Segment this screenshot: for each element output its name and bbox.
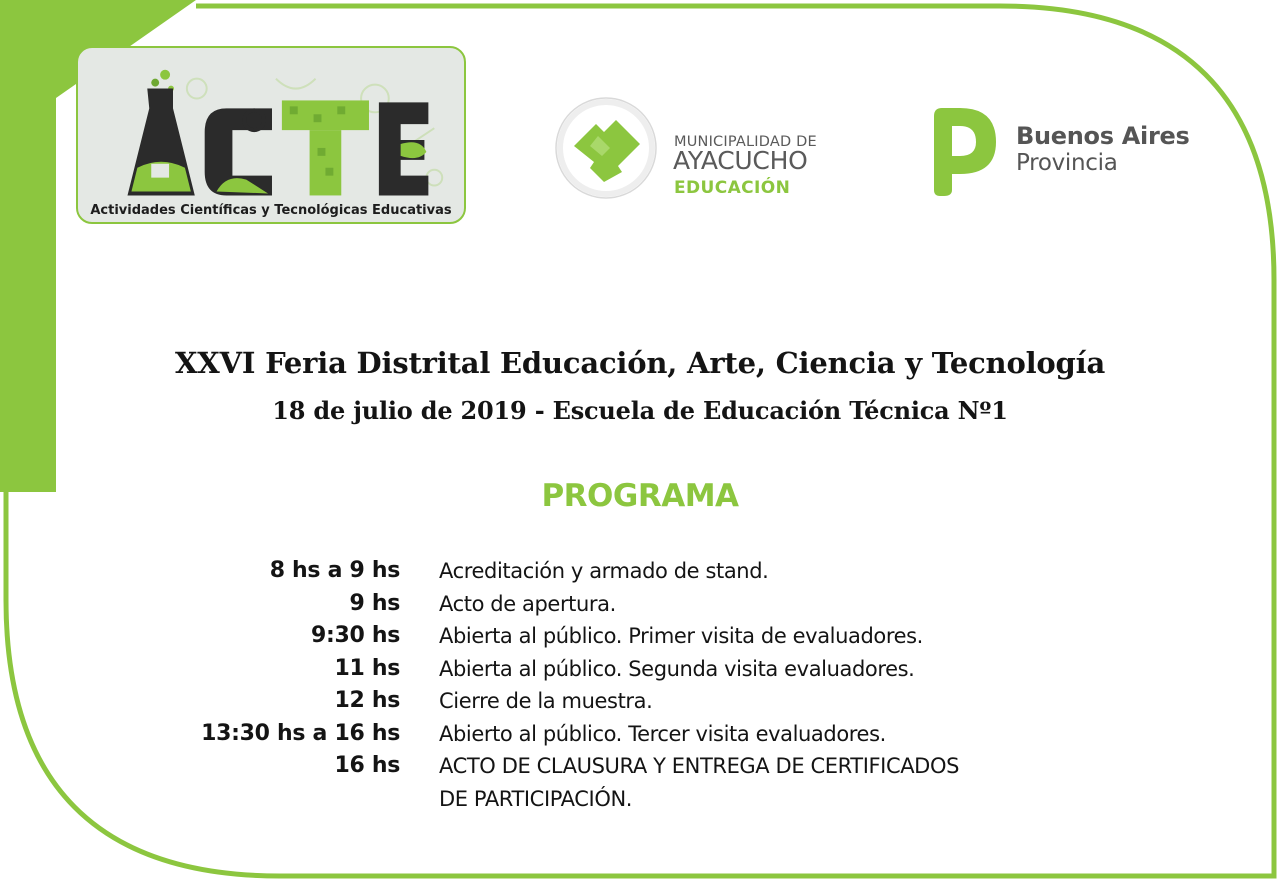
acte-letter-e	[379, 102, 428, 195]
bubbles-icon	[151, 70, 174, 92]
province-name: Buenos Aires	[1016, 122, 1190, 150]
schedule-row	[100, 555, 1180, 588]
municipality-label: MUNICIPALIDAD DE	[674, 134, 817, 150]
schedule-description	[439, 588, 616, 621]
program-heading: PROGRAMA	[541, 478, 739, 514]
schedule-description-line: Cierre de la muestra.	[439, 689, 653, 713]
province-label: Provincia	[1016, 150, 1118, 176]
schedule-time: 9 hs	[349, 590, 400, 616]
municipality-department: EDUCACIÓN	[674, 178, 791, 198]
acte-letter-c	[205, 108, 272, 195]
acte-logo	[76, 46, 466, 224]
municipality-emblem-icon	[554, 96, 658, 200]
schedule-description	[439, 555, 768, 588]
schedule-description	[439, 653, 914, 686]
schedule-description-line: Abierta al público. Segunda visita evaluadores.	[439, 656, 915, 681]
schedule-description	[439, 750, 959, 815]
program-schedule	[100, 555, 1180, 815]
schedule-row	[100, 588, 1180, 621]
schedule-time: 12 hs	[334, 688, 400, 713]
schedule-time: 9:30 hs	[310, 623, 400, 648]
schedule-time: 8 hs a 9 hs	[269, 558, 400, 583]
schedule-description-line: DE PARTICIPACIÓN.	[439, 786, 633, 811]
municipality-logo	[554, 96, 854, 206]
event-subtitle: 18 de julio de 2019 - Escuela de Educación Técnica Nº1	[272, 396, 1008, 425]
province-logo	[930, 104, 1210, 200]
schedule-row	[100, 685, 1180, 718]
schedule-time: 13:30 hs a 16 hs	[201, 720, 400, 746]
schedule-description	[439, 685, 652, 718]
schedule-row	[100, 718, 1180, 751]
schedule-description	[439, 718, 886, 751]
schedule-description-line: Abierta al público. Primer visita de evaluadores.	[439, 624, 923, 648]
acte-caption: Actividades Científicas y Tecnológicas Educativas	[90, 203, 452, 218]
province-mark-icon	[930, 104, 1000, 198]
schedule-row	[100, 750, 1180, 815]
acte-letter-t	[282, 100, 369, 195]
schedule-row	[100, 620, 1180, 653]
schedule-time: 11 hs	[334, 655, 400, 681]
schedule-description	[439, 620, 923, 653]
acte-letter-a	[127, 89, 194, 196]
municipality-name: AYACUCHO	[673, 146, 808, 175]
schedule-row	[100, 653, 1180, 686]
acte-wordmark	[78, 68, 464, 216]
schedule-description-line: Acreditación y armado de stand.	[439, 559, 769, 583]
schedule-time: 16 hs	[334, 753, 400, 778]
event-title: XXVI Feria Distrital Educación, Arte, Ciencia y Tecnología	[174, 346, 1106, 380]
schedule-description-line: Acto de apertura.	[439, 591, 616, 616]
schedule-description-line: Abierto al público. Tercer visita evaluadores.	[439, 721, 886, 746]
schedule-description-line: ACTO DE CLAUSURA Y ENTREGA DE CERTIFICADOS	[439, 754, 960, 778]
